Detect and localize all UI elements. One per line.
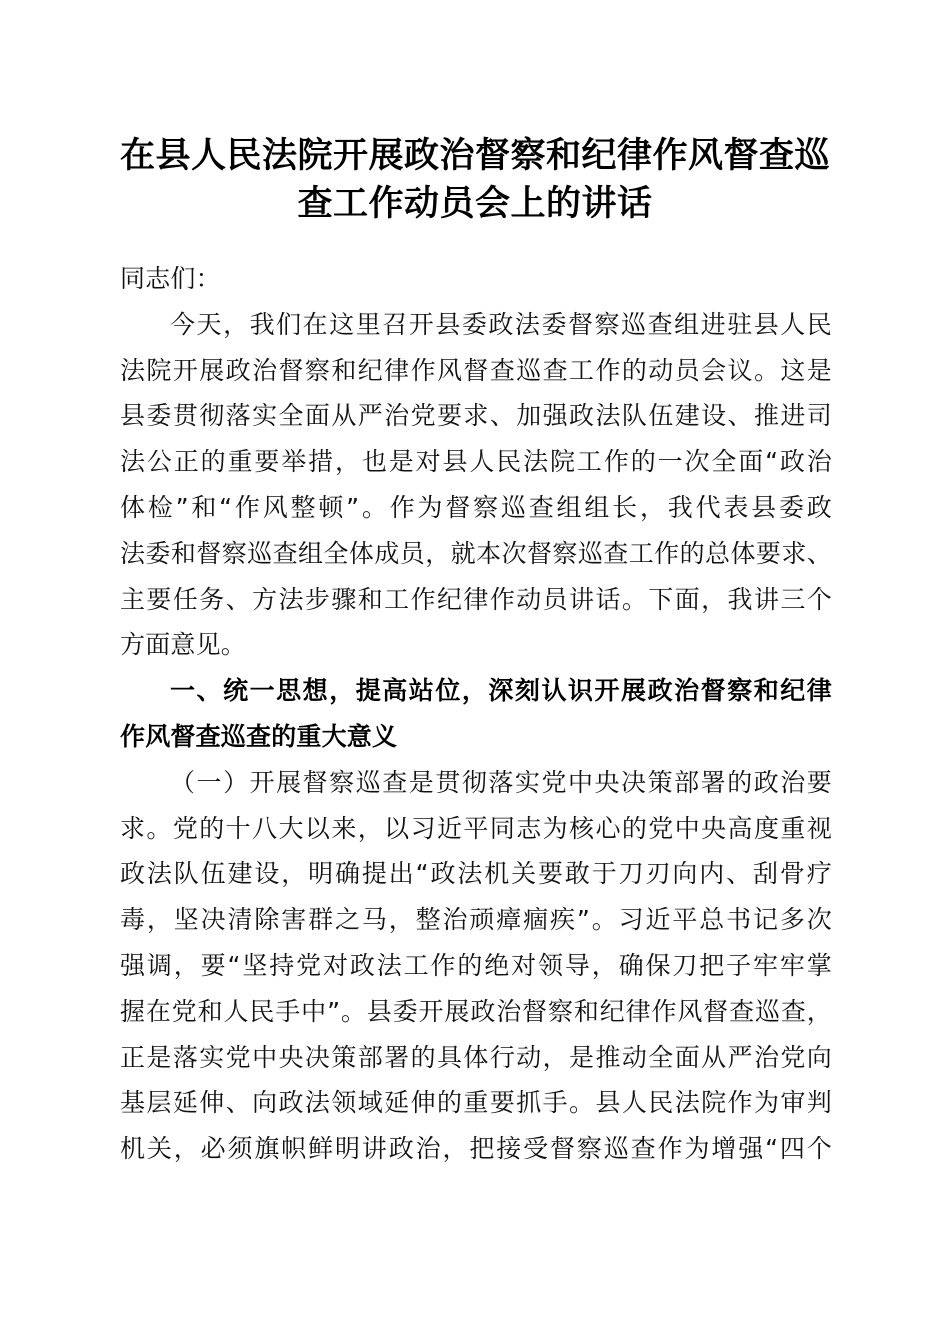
text-line: 方面意见。	[120, 630, 247, 660]
text-line: 强调，要“坚持党对政法工作的绝对领导，确保刀把子牢牢掌	[120, 950, 832, 980]
document-title	[100, 132, 850, 228]
text-line: 政法队伍建设，明确提出“政法机关要敢于刀刃向内、刮骨疗	[120, 859, 832, 889]
text-line: 今天，我们在这里召开县委政法委督察巡查组进驻县人民	[170, 309, 832, 339]
text-line: 握在党和人民手中”。县委开展政治督察和纪律作风督查巡查，	[120, 996, 832, 1026]
salutation	[120, 256, 832, 302]
text-line: 法公正的重要举措，也是对县人民法院工作的一次全面“政治	[120, 447, 832, 477]
text-line: 法委和督察巡查组全体成员，就本次督察巡查工作的总体要求、	[120, 538, 832, 568]
document-body	[120, 256, 832, 1172]
heading-line: 一、统一思想，提高站位，深刻认识开展政治督察和纪律	[170, 676, 832, 706]
text-line: 基层延伸、向政法领域延伸的重要抓手。县人民法院作为审判	[120, 1088, 832, 1118]
text-line: 体检”和“作风整顿”。作为督察巡查组组长，我代表县委政	[120, 492, 832, 522]
text-line: （一）开展督察巡查是贯彻落实党中央决策部署的政治要	[170, 767, 832, 797]
text-line: 求。党的十八大以来，以习近平同志为核心的党中央高度重视	[120, 813, 832, 843]
text-line: 正是落实党中央决策部署的具体行动，是推动全面从严治党向	[120, 1042, 832, 1072]
heading-line: 作风督查巡查的重大意义	[120, 721, 398, 751]
text-line: 县委贯彻落实全面从严治党要求、加强政法队伍建设、推进司	[120, 401, 832, 431]
title-line: 在县人民法院开展政治督察和纪律作风督查巡	[119, 135, 830, 176]
text-line: 毒，坚决清除害群之马，整治顽瘴痼疾”。习近平总书记多次	[120, 905, 832, 935]
section-heading-1	[120, 668, 832, 760]
text-line: 同志们：	[120, 264, 221, 293]
paragraph-opening	[120, 302, 832, 668]
text-line: 主要任务、方法步骤和工作纪律作动员讲话。下面，我讲三个	[120, 584, 832, 614]
title-line: 查工作动员会上的讲话	[297, 183, 653, 224]
text-line: 机关，必须旗帜鲜明讲政治，把接受督察巡查作为增强“四个	[120, 1134, 832, 1164]
text-line: 法院开展政治督察和纪律作风督查巡查工作的动员会议。这是	[120, 355, 832, 385]
paragraph-subsection-1	[120, 760, 832, 1172]
